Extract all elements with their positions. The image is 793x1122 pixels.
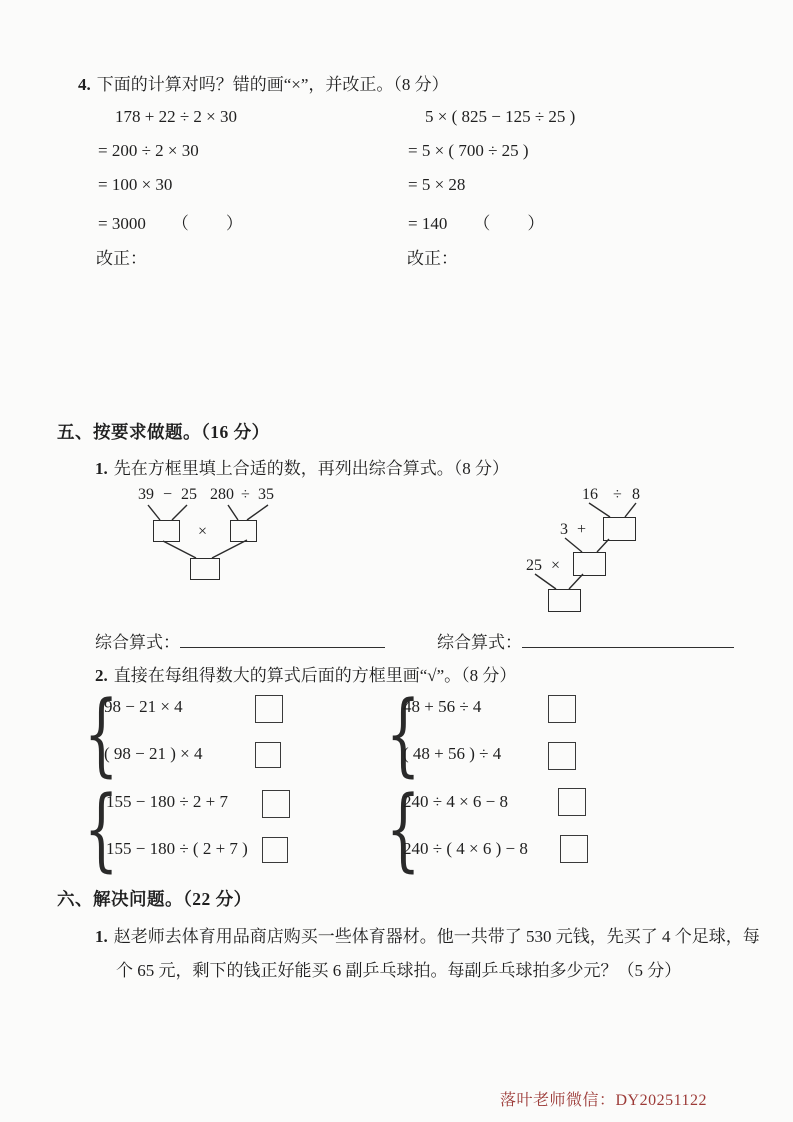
composite-label-right: 综合算式： xyxy=(437,633,522,652)
compare-group-2-checkbox-1[interactable] xyxy=(548,695,576,723)
compare-group-4-expr-1: 240 ÷ 4 × 6 − 8 xyxy=(403,792,509,811)
composite-expression-right xyxy=(437,628,734,653)
compare-group-4-checkbox-2[interactable] xyxy=(560,835,588,863)
tree-right-operand-3: 3 xyxy=(560,521,568,538)
compare-group-3 xyxy=(88,788,418,876)
q4-right-final-line xyxy=(408,209,545,234)
compare-group-3-checkbox-2[interactable] xyxy=(262,837,288,863)
tree-left-operator-times: × xyxy=(198,523,208,540)
compare-group-3-expr-1: 155 − 180 ÷ 2 + 7 xyxy=(106,792,229,811)
tree-right-operand-8: 8 xyxy=(632,486,640,503)
tree-left-operand-280: 280 xyxy=(210,486,234,503)
tree-right-answer-box-result[interactable] xyxy=(548,589,581,612)
tree-left-operand-35: 35 xyxy=(258,486,274,503)
q4-right-expression: 5 × ( 825 − 125 ÷ 25 ) xyxy=(425,107,576,126)
question4-title xyxy=(78,70,449,95)
s5-item2-text: 直接在每组得数大的算式后面的方框里画“√”。（8 分） xyxy=(113,666,517,685)
tree-left-answer-box-2[interactable] xyxy=(230,520,257,542)
compare-group-2 xyxy=(390,693,720,781)
tree-left-answer-box-1[interactable] xyxy=(153,520,180,542)
composite-blank-right[interactable] xyxy=(522,632,734,648)
compare-group-4-checkbox-1[interactable] xyxy=(558,788,586,816)
tree-right-answer-box-2[interactable] xyxy=(573,552,606,576)
number-tree-diagram-left xyxy=(136,486,281,586)
tree-left-answer-box-result[interactable] xyxy=(190,558,220,580)
compare-group-2-expr-1: 48 + 56 ÷ 4 xyxy=(403,697,482,716)
q4-left-step1: = 200 ÷ 2 × 30 xyxy=(98,141,199,160)
word-problem-1 xyxy=(95,920,768,988)
s5-item1-number: 1. xyxy=(95,459,108,478)
tree-right-answer-box-1[interactable] xyxy=(603,517,636,541)
q4-left-final: = 3000 xyxy=(98,214,146,233)
compare-group-4-expr-2: 240 ÷ ( 4 × 6 ) − 8 xyxy=(403,839,528,858)
compare-group-2-checkbox-2[interactable] xyxy=(548,742,576,770)
q4-left-step2: = 100 × 30 xyxy=(98,175,173,194)
teacher-wechat-watermark: 落叶老师微信：DY20251122 xyxy=(500,1092,708,1109)
composite-label-left: 综合算式： xyxy=(95,633,180,652)
q4-right-judge-parens: （ ） xyxy=(473,214,546,233)
question4-title-text: 下面的计算对吗？错的画“×”，并改正。（8 分） xyxy=(96,75,449,94)
compare-group-1-expr-2: ( 98 − 21 ) × 4 xyxy=(104,744,203,763)
compare-group-1-expr-1: 98 − 21 × 4 xyxy=(104,697,183,716)
compare-group-3-checkbox-1[interactable] xyxy=(262,790,290,818)
s5-item1-text: 先在方框里填上合适的数，再列出综合算式。（8 分） xyxy=(113,459,509,478)
q4-right-correction-label: 改正： xyxy=(407,249,458,268)
tree-left-operand-39: 39 xyxy=(138,486,154,503)
composite-expression-left xyxy=(95,628,385,653)
word-problem-1-number: 1. xyxy=(95,927,108,946)
q4-left-final-line xyxy=(98,209,244,234)
q4-right-step1: = 5 × ( 700 ÷ 25 ) xyxy=(408,141,529,160)
compare-group-3-expr-2: 155 − 180 ÷ ( 2 + 7 ) xyxy=(106,839,248,858)
q4-right-final: = 140 xyxy=(408,214,448,233)
section5-title: 五、按要求做题。（16 分） xyxy=(57,422,270,442)
tree-left-operator-divide: ÷ xyxy=(241,486,250,503)
tree-right-operator-times: × xyxy=(551,557,561,574)
section6-title: 六、解决问题。（22 分） xyxy=(57,889,252,909)
tree-left-operator-minus: − xyxy=(163,486,173,503)
tree-left-operand-25: 25 xyxy=(181,486,197,503)
question4-number: 4. xyxy=(78,75,91,94)
tree-right-connector-lines xyxy=(522,486,647,614)
number-tree-diagram-right xyxy=(522,486,647,614)
compare-group-1-checkbox-1[interactable] xyxy=(255,695,283,723)
q4-left-correction-label: 改正： xyxy=(96,249,147,268)
compare-group-2-expr-2: ( 48 + 56 ) ÷ 4 xyxy=(403,744,502,763)
tree-right-operator-divide: ÷ xyxy=(613,486,622,503)
s5-item2-number: 2. xyxy=(95,666,108,685)
tree-right-operand-25: 25 xyxy=(526,557,542,574)
compare-group-1 xyxy=(88,693,418,781)
s5-item2-title xyxy=(95,661,516,686)
compare-group-4 xyxy=(390,788,720,876)
tree-right-operand-16: 16 xyxy=(582,486,598,503)
q4-left-expression: 178 + 22 ÷ 2 × 30 xyxy=(115,107,238,126)
q4-right-step2: = 5 × 28 xyxy=(408,175,466,194)
word-problem-1-text: 赵老师去体育用品商店购买一些体育器材。他一共带了 530 元钱，先买了 4 个足球，每个 65 元，剩下的钱正好能买 6 副乒乓球拍。每副乒乓球拍多少元？（5 分） xyxy=(113,927,760,980)
q4-left-judge-parens: （ ） xyxy=(171,214,244,233)
composite-blank-left[interactable] xyxy=(180,632,385,648)
tree-right-operator-plus: + xyxy=(577,521,587,538)
compare-group-1-checkbox-2[interactable] xyxy=(255,742,281,768)
s5-item1-title xyxy=(95,454,509,479)
